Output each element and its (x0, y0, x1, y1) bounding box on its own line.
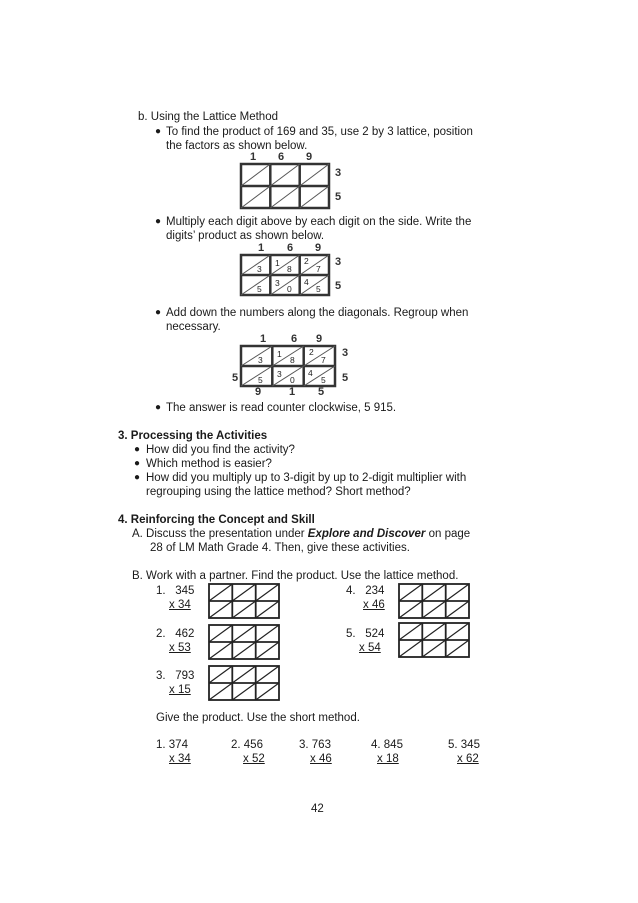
bullet-dot: ● (155, 216, 162, 227)
cell-digit: 3 (257, 264, 262, 274)
practice-lattice-4[interactable] (398, 583, 470, 619)
lattice-bottom-digit: 9 (255, 386, 262, 398)
bullet-dot: ● (155, 126, 162, 137)
bullet-dot: ● (134, 458, 141, 469)
cell-digit: 3 (277, 369, 282, 379)
section-3-heading: 3. Processing the Activities (118, 430, 268, 442)
cell-digit: 2 (309, 347, 314, 357)
cell-digit: 4 (304, 277, 309, 287)
practice-lattice-5[interactable] (398, 622, 470, 658)
bullet-dot: ● (155, 307, 162, 318)
problem-multiplier: x 53 (169, 642, 191, 654)
short-problem-multiplier: x 18 (377, 753, 399, 765)
bullet-text: regrouping using the lattice method? Short method? (146, 486, 411, 498)
short-method-heading: Give the product. Use the short method. (156, 712, 360, 724)
cell-digit: 3 (258, 355, 263, 365)
bullet-dot: ● (155, 402, 162, 413)
short-problem-multiplier: x 62 (457, 753, 479, 765)
practice-lattice-3[interactable] (208, 665, 280, 701)
cell-digit: 2 (304, 256, 309, 266)
lattice-side-digit: 3 (335, 256, 342, 268)
lattice-left-digit: 5 (232, 372, 239, 384)
bullet-dot: ● (134, 444, 141, 455)
problem-number: 3. 793 (156, 670, 195, 682)
cell-digit: 5 (316, 284, 321, 294)
bullet-text: the factors as shown below. (166, 140, 308, 152)
cell-digit: 0 (290, 375, 295, 385)
bullet-text: How did you multiply up to 3-digit by up to 2-digit multiplier with (146, 472, 467, 484)
lattice-top-digit: 6 (291, 333, 298, 345)
bullet-text: To find the product of 169 and 35, use 2 by 3 lattice, position (166, 126, 473, 138)
activity-b-line: B. Work with a partner. Find the product. Use the lattice method. (132, 570, 459, 582)
problem-number: 1. 345 (156, 585, 195, 597)
short-problem-label: 4. 845 (371, 739, 403, 751)
section-b-heading: b. Using the Lattice Method (138, 111, 278, 123)
bullet-text: How did you find the activity? (146, 444, 295, 456)
lattice-side-digit: 3 (335, 167, 342, 179)
bullet-text: Multiply each digit above by each digit on the side. Write the (166, 216, 472, 228)
problem-number: 4. 234 (346, 585, 385, 597)
short-problem-label: 5. 345 (448, 739, 480, 751)
cell-digit: 5 (258, 375, 263, 385)
bullet-dot: ● (134, 472, 141, 483)
bullet-text: The answer is read counter clockwise, 5 915. (166, 402, 397, 414)
section-4-heading: 4. Reinforcing the Concept and Skill (118, 514, 315, 526)
short-problem-label: 1. 374 (156, 739, 188, 751)
practice-lattice-2[interactable] (208, 624, 280, 660)
lattice-bottom-digit: 5 (318, 386, 325, 398)
cell-digit: 3 (275, 278, 280, 288)
cell-digit: 4 (308, 368, 313, 378)
short-problem-multiplier: x 34 (169, 753, 191, 765)
practice-lattice-1[interactable] (208, 583, 280, 619)
short-problem-multiplier: x 46 (310, 753, 332, 765)
lattice-side-digit: 3 (342, 347, 349, 359)
cell-digit: 7 (321, 355, 326, 365)
problem-number: 2. 462 (156, 628, 195, 640)
cell-digit: 1 (277, 349, 282, 359)
lattice-top-digit: 1 (258, 242, 265, 254)
page-number: 42 (311, 803, 324, 815)
emphasis-title: Explore and Discover (307, 528, 426, 540)
lattice-side-digit: 5 (342, 372, 349, 384)
cell-digit: 1 (275, 258, 280, 268)
short-problem-multiplier: x 52 (243, 753, 265, 765)
problem-multiplier: x 54 (359, 642, 381, 654)
lattice-bottom-digit: 1 (289, 386, 296, 398)
cell-digit: 5 (321, 375, 326, 385)
short-problem-label: 2. 456 (231, 739, 263, 751)
lattice-top-digit: 9 (316, 333, 323, 345)
lattice-top-digit: 9 (315, 242, 322, 254)
lattice-top-digit: 6 (278, 151, 285, 163)
lattice-empty-example (240, 163, 330, 209)
problem-multiplier: x 46 (363, 599, 385, 611)
cell-digit: 8 (287, 264, 292, 274)
bullet-text: necessary. (166, 321, 221, 333)
problem-multiplier: x 34 (169, 599, 191, 611)
lattice-top-digit: 1 (260, 333, 267, 345)
problem-number: 5. 524 (346, 628, 385, 640)
cell-digit: 0 (287, 284, 292, 294)
lattice-side-digit: 5 (335, 280, 342, 292)
lattice-top-digit: 1 (250, 151, 257, 163)
bullet-text: Add down the numbers along the diagonals. Regroup when (166, 307, 469, 319)
problem-multiplier: x 15 (169, 684, 191, 696)
lattice-top-digit: 6 (287, 242, 294, 254)
short-problem-label: 3. 763 (299, 739, 331, 751)
activity-a-line2: 28 of LM Math Grade 4. Then, give these activities. (150, 542, 410, 554)
cell-digit: 7 (316, 264, 321, 274)
cell-digit: 8 (290, 355, 295, 365)
bullet-text: Which method is easier? (146, 458, 272, 470)
activity-a-line: A. Discuss the presentation under Explore and Discover on page (132, 528, 471, 540)
lattice-side-digit: 5 (335, 191, 342, 203)
lattice-top-digit: 9 (306, 151, 313, 163)
cell-digit: 5 (257, 284, 262, 294)
bullet-text: digits’ product as shown below. (166, 230, 325, 242)
